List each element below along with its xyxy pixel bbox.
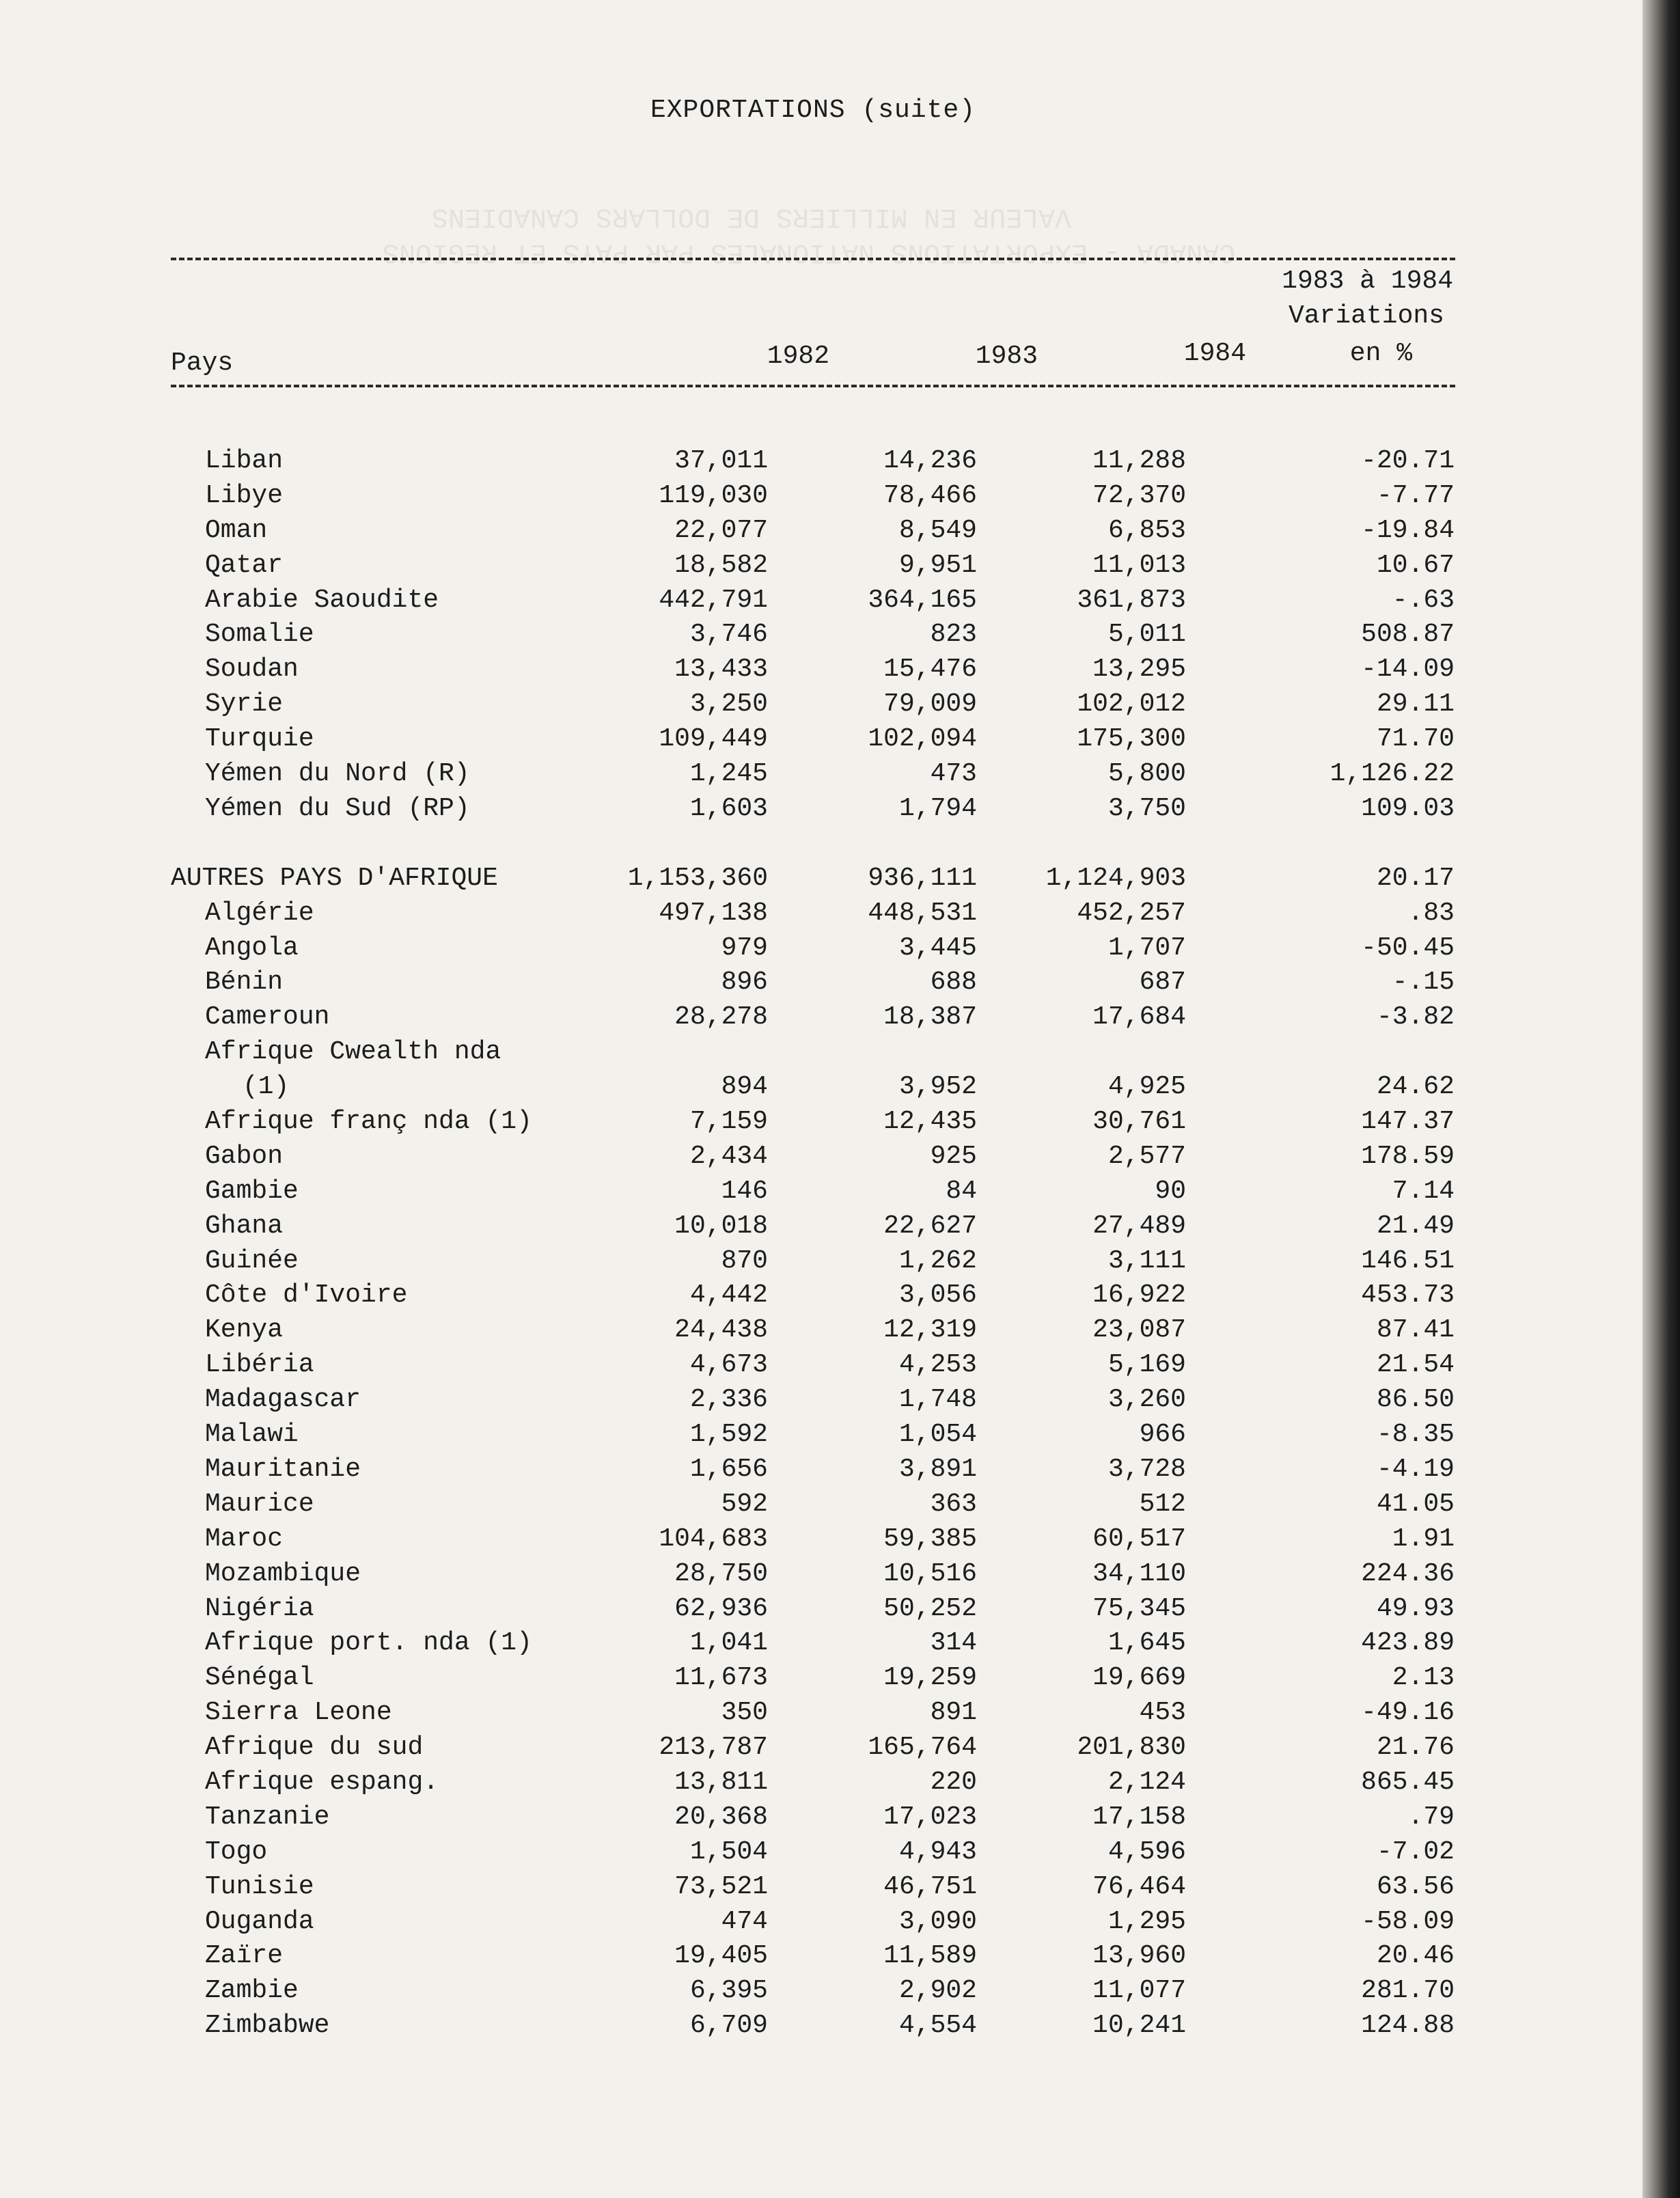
country-name: Mozambique (205, 1558, 361, 1589)
year-1984-header: 1984 (1183, 339, 1246, 368)
value-1983: 688 (930, 967, 977, 998)
country-name: Zimbabwe (205, 2011, 330, 2041)
value-1983: 59,385 (883, 1524, 977, 1554)
value-1982: 894 (721, 1072, 768, 1102)
value-1982: 28,278 (674, 1002, 768, 1032)
value-1984: 6,853 (1107, 515, 1186, 545)
country-name: Maroc (205, 1524, 284, 1554)
value-1983: 1,054 (898, 1420, 977, 1450)
value-1982: 10,018 (674, 1211, 768, 1241)
table-row (171, 514, 1455, 549)
value-1983: 22,627 (883, 1211, 977, 1241)
table-row (171, 1522, 1455, 1557)
table-row (171, 1000, 1455, 1035)
variation-percent: .79 (1407, 1802, 1455, 1832)
value-1984: 17,684 (1092, 1002, 1186, 1032)
value-1983: 3,090 (898, 1906, 977, 1936)
value-1982: 979 (721, 933, 768, 963)
value-1984: 23,087 (1092, 1315, 1186, 1345)
table-row (171, 1487, 1455, 1522)
table-row (171, 687, 1455, 722)
variation-percent: 20.46 (1376, 1941, 1455, 1971)
country-name: Afrique du sud (205, 1733, 424, 1763)
variation-percent: 146.51 (1361, 1246, 1455, 1276)
value-1982: 1,603 (689, 793, 768, 823)
variation-percent: -7.02 (1376, 1837, 1455, 1867)
value-1983: 8,549 (898, 515, 977, 545)
table-row (171, 549, 1455, 583)
table-row (171, 1592, 1455, 1627)
value-1982: 1,656 (689, 1454, 768, 1484)
country-name: Sénégal (205, 1663, 314, 1693)
country-name: Guinée (205, 1246, 299, 1276)
value-1982: 146 (721, 1176, 768, 1206)
value-1982: 24,438 (674, 1315, 768, 1345)
table-row (171, 1557, 1455, 1592)
country-name: Zambie (205, 1976, 299, 2006)
value-1982: 1,245 (689, 759, 768, 789)
table-row (171, 1800, 1455, 1835)
table-row (171, 792, 1455, 827)
value-1984: 11,013 (1092, 550, 1186, 580)
value-1984: 3,111 (1107, 1246, 1186, 1276)
country-name: Ouganda (205, 1906, 314, 1936)
value-1984: 361,873 (1077, 585, 1186, 615)
value-1983: 78,466 (883, 480, 977, 510)
variation-percent: 453.73 (1361, 1280, 1455, 1310)
value-1984: 13,295 (1092, 655, 1186, 685)
variation-percent: -8.35 (1376, 1420, 1455, 1450)
value-1984: 3,728 (1107, 1454, 1186, 1484)
value-1982: 19,405 (674, 1941, 768, 1971)
value-1982: 213,787 (659, 1733, 768, 1763)
country-name: Turquie (205, 724, 314, 754)
value-1982: 1,041 (689, 1628, 768, 1658)
page-edge-shadow (1642, 0, 1680, 2198)
table-row (171, 1244, 1455, 1279)
value-1983: 12,435 (883, 1107, 977, 1137)
value-1983: 165,764 (868, 1733, 977, 1763)
value-1983: 1,262 (898, 1246, 977, 1276)
table-row (171, 1835, 1455, 1870)
value-1982: 73,521 (674, 1871, 768, 1901)
table-row (171, 652, 1455, 687)
value-1982: 4,442 (689, 1280, 768, 1310)
country-name: Tanzanie (205, 1802, 330, 1832)
variation-percent: 86.50 (1376, 1385, 1455, 1415)
country-name: Togo (205, 1837, 268, 1867)
value-1982: 1,504 (689, 1837, 768, 1867)
table-row (171, 1035, 1455, 1070)
value-1983: 448,531 (868, 898, 977, 928)
variation-percent: 49.93 (1376, 1593, 1455, 1623)
value-1984: 201,830 (1077, 1733, 1186, 1763)
value-1984: 75,345 (1092, 1593, 1186, 1623)
table-row (171, 1939, 1455, 1974)
table-row (171, 1766, 1455, 1800)
page-title: EXPORTATIONS (suite) (650, 96, 976, 125)
value-1984: 1,645 (1107, 1628, 1186, 1658)
value-1983: 18,387 (883, 1002, 977, 1032)
country-name: Yémen du Sud (RP) (205, 793, 470, 823)
value-1982: 592 (721, 1489, 768, 1519)
value-1983: 15,476 (883, 655, 977, 685)
country-name: Qatar (205, 550, 284, 580)
value-1984: 2,577 (1107, 1141, 1186, 1171)
value-1984: 5,169 (1107, 1350, 1186, 1380)
country-name: Afrique Cwealth nda (205, 1037, 501, 1067)
value-1982: 442,791 (659, 585, 768, 615)
value-1983: 79,009 (883, 689, 977, 719)
value-1983: 50,252 (883, 1593, 977, 1623)
country-name: Ghana (205, 1211, 284, 1241)
table-row (171, 2009, 1455, 2044)
value-1982: 1,592 (689, 1420, 768, 1450)
value-1984: 34,110 (1092, 1558, 1186, 1589)
table-row (171, 965, 1455, 1000)
value-1983: 3,056 (898, 1280, 977, 1310)
variation-percent: -58.09 (1361, 1906, 1455, 1936)
value-1984: 4,925 (1107, 1072, 1186, 1102)
value-1983: 2,902 (898, 1976, 977, 2006)
value-1982: 13,811 (674, 1767, 768, 1797)
value-1982: 119,030 (659, 480, 768, 510)
value-1983: 4,253 (898, 1350, 977, 1380)
variation-percent: 10.67 (1376, 550, 1455, 580)
country-name: Gabon (205, 1141, 284, 1171)
table-row (171, 1905, 1455, 1940)
value-1982: 474 (721, 1906, 768, 1936)
value-1982: 6,709 (689, 2011, 768, 2041)
variation-percent: 63.56 (1376, 1871, 1455, 1901)
value-1984: 72,370 (1092, 480, 1186, 510)
variation-percent: 281.70 (1361, 1976, 1455, 2006)
value-1983: 936,111 (868, 863, 977, 893)
value-1983: 1,748 (898, 1385, 977, 1415)
table-row (171, 1174, 1455, 1209)
table-row (171, 1453, 1455, 1487)
value-1983: 10,516 (883, 1558, 977, 1589)
country-name: Arabie Saoudite (205, 585, 439, 615)
value-1983: 4,943 (898, 1837, 977, 1867)
country-name: Yémen du Nord (R) (205, 759, 470, 789)
variation-percent: -7.77 (1376, 480, 1455, 510)
country-name: Tunisie (205, 1871, 314, 1901)
value-1984: 10,241 (1092, 2011, 1186, 2041)
variation-percent: 21.49 (1376, 1211, 1455, 1241)
variation-percent: 124.88 (1361, 2011, 1455, 2041)
variation-percent: 147.37 (1361, 1107, 1455, 1137)
variation-percent: 24.62 (1376, 1072, 1455, 1102)
value-1983: 363 (930, 1489, 977, 1519)
variation-percent: -20.71 (1361, 446, 1455, 476)
value-1982: 3,250 (689, 689, 768, 719)
country-name: Soudan (205, 655, 299, 685)
value-1984: 16,922 (1092, 1280, 1186, 1310)
variation-percent: 1.91 (1392, 1524, 1455, 1554)
value-1984: 452,257 (1077, 898, 1186, 928)
value-1982: 20,368 (674, 1802, 768, 1832)
variation-header-line2: Variations (1288, 301, 1444, 331)
value-1982: 6,395 (689, 1976, 768, 2006)
variation-percent: 178.59 (1361, 1141, 1455, 1171)
value-1984: 453 (1139, 1698, 1186, 1728)
value-1984: 4,596 (1107, 1837, 1186, 1867)
table-row (171, 1070, 1455, 1105)
value-1982: 62,936 (674, 1593, 768, 1623)
africa-group-b (171, 1105, 1455, 2044)
table-row (171, 1105, 1455, 1140)
value-1983: 364,165 (868, 585, 977, 615)
table-row (171, 1140, 1455, 1174)
exports-table (171, 444, 1455, 2044)
value-1983: 17,023 (883, 1802, 977, 1832)
variation-percent: .83 (1407, 898, 1455, 928)
value-1983: 11,589 (883, 1941, 977, 1971)
table-row (171, 1731, 1455, 1766)
table-row (171, 1696, 1455, 1731)
country-name: Afrique espang. (205, 1767, 439, 1797)
variation-percent: 71.70 (1376, 724, 1455, 754)
value-1984: 5,800 (1107, 759, 1186, 789)
value-1983: 4,554 (898, 2011, 977, 2041)
table-row (171, 444, 1455, 479)
table-row (171, 1209, 1455, 1244)
value-1983: 314 (930, 1628, 977, 1658)
africa-group-a (171, 896, 1455, 1036)
variation-percent: 423.89 (1361, 1628, 1455, 1658)
country-name: Malawi (205, 1420, 299, 1450)
variation-percent: 29.11 (1376, 689, 1455, 719)
table-row (171, 618, 1455, 652)
value-1982: 22,077 (674, 515, 768, 545)
variation-percent: -19.84 (1361, 515, 1455, 545)
variation-percent: -.15 (1392, 967, 1455, 998)
region-name: AUTRES PAYS D'AFRIQUE (171, 863, 498, 893)
country-name: Libéria (205, 1350, 314, 1380)
variation-percent: 109.03 (1361, 793, 1455, 823)
year-1983-header: 1983 (975, 342, 1038, 371)
value-1982: 2,336 (689, 1385, 768, 1415)
value-1984: 19,669 (1092, 1663, 1186, 1693)
variation-percent: -49.16 (1361, 1698, 1455, 1728)
value-1982: 11,673 (674, 1663, 768, 1693)
variation-percent: 7.14 (1392, 1176, 1455, 1206)
table-row (171, 1870, 1455, 1905)
value-1983: 84 (946, 1176, 977, 1206)
table-row (171, 1348, 1455, 1383)
value-1984: 2,124 (1107, 1767, 1186, 1797)
value-1982: 7,159 (689, 1107, 768, 1137)
country-name: Bénin (205, 967, 284, 998)
country-name: Afrique franç nda (1) (205, 1107, 532, 1137)
value-1983: 925 (930, 1141, 977, 1171)
country-name: Liban (205, 446, 284, 476)
table-row (171, 1626, 1455, 1661)
value-1982: 1,153,360 (627, 863, 768, 893)
table-row (171, 1974, 1455, 2009)
value-1982: 3,746 (689, 620, 768, 650)
country-name: Libye (205, 480, 284, 510)
value-1982: 37,011 (674, 446, 768, 476)
variation-percent: 865.45 (1361, 1767, 1455, 1797)
variation-header-line3: en % (1349, 339, 1412, 368)
value-1982: 497,138 (659, 898, 768, 928)
table-row (171, 1383, 1455, 1418)
variation-percent: 1,126.22 (1330, 759, 1455, 789)
value-1982: 896 (721, 967, 768, 998)
value-1983: 19,259 (883, 1663, 977, 1693)
region-total-row (171, 862, 1455, 896)
variation-percent: -.63 (1392, 585, 1455, 615)
variation-percent: -14.09 (1361, 655, 1455, 685)
table-row (171, 722, 1455, 757)
group-spacer (171, 827, 1455, 862)
value-1984: 60,517 (1092, 1524, 1186, 1554)
table-row (171, 479, 1455, 514)
value-1984: 3,260 (1107, 1385, 1186, 1415)
value-1983: 891 (930, 1698, 977, 1728)
country-name: Nigéria (205, 1593, 314, 1623)
value-1983: 12,319 (883, 1315, 977, 1345)
value-1982: 104,683 (659, 1524, 768, 1554)
table-row (171, 896, 1455, 931)
value-1982: 13,433 (674, 655, 768, 685)
country-name-continuation: (1) (243, 1072, 290, 1102)
variation-percent: 87.41 (1376, 1315, 1455, 1345)
variation-percent: 508.87 (1361, 620, 1455, 650)
variation-percent: 2.13 (1392, 1663, 1455, 1693)
country-name: Mauritanie (205, 1454, 361, 1484)
value-1982: 870 (721, 1246, 768, 1276)
table-row (171, 931, 1455, 966)
variation-percent: 224.36 (1361, 1558, 1455, 1589)
table-row (171, 1418, 1455, 1453)
value-1984: 30,761 (1092, 1107, 1186, 1137)
value-1983: 3,891 (898, 1454, 977, 1484)
value-1982: 109,449 (659, 724, 768, 754)
value-1984: 27,489 (1092, 1211, 1186, 1241)
value-1984: 76,464 (1092, 1871, 1186, 1901)
table-row (171, 1313, 1455, 1348)
header-top-rule (171, 258, 1455, 260)
variation-percent: 21.76 (1376, 1733, 1455, 1763)
country-name: Cameroun (205, 1002, 330, 1032)
value-1984: 13,960 (1092, 1941, 1186, 1971)
variation-percent: -3.82 (1376, 1002, 1455, 1032)
value-1984: 1,124,903 (1045, 863, 1186, 893)
country-name: Sierra Leone (205, 1698, 392, 1728)
value-1984: 11,288 (1092, 446, 1186, 476)
country-name: Afrique port. nda (1) (205, 1628, 532, 1658)
variation-percent: 20.17 (1376, 863, 1455, 893)
value-1984: 5,011 (1107, 620, 1186, 650)
variation-percent: -4.19 (1376, 1454, 1455, 1484)
header-bottom-rule (171, 385, 1455, 387)
country-name: Gambie (205, 1176, 299, 1206)
value-1983: 3,952 (898, 1072, 977, 1102)
country-name: Somalie (205, 620, 314, 650)
table-row (171, 1278, 1455, 1313)
country-name: Côte d'Ivoire (205, 1280, 408, 1310)
value-1983: 473 (930, 759, 977, 789)
variation-percent: 21.54 (1376, 1350, 1455, 1380)
country-name: Zaïre (205, 1941, 284, 1971)
value-1984: 90 (1155, 1176, 1186, 1206)
value-1983: 220 (930, 1767, 977, 1797)
value-1984: 17,158 (1092, 1802, 1186, 1832)
value-1983: 3,445 (898, 933, 977, 963)
country-name: Angola (205, 933, 299, 963)
value-1983: 14,236 (883, 446, 977, 476)
middle-east-group (171, 444, 1455, 827)
country-name: Syrie (205, 689, 284, 719)
value-1984: 687 (1139, 967, 1186, 998)
value-1982: 2,434 (689, 1141, 768, 1171)
variation-percent: -50.45 (1361, 933, 1455, 963)
value-1983: 102,094 (868, 724, 977, 754)
variation-header-line1: 1983 à 1984 (1282, 266, 1453, 296)
country-name: Maurice (205, 1489, 314, 1519)
country-header: Pays (171, 348, 234, 378)
year-1982-header: 1982 (767, 342, 829, 371)
table-row (171, 583, 1455, 618)
value-1984: 11,077 (1092, 1976, 1186, 2006)
table-row (171, 757, 1455, 792)
country-name: Algérie (205, 898, 314, 928)
value-1983: 46,751 (883, 1871, 977, 1901)
value-1983: 1,794 (898, 793, 977, 823)
value-1984: 175,300 (1077, 724, 1186, 754)
value-1982: 350 (721, 1698, 768, 1728)
value-1984: 1,707 (1107, 933, 1186, 963)
country-name: Oman (205, 515, 268, 545)
value-1984: 102,012 (1077, 689, 1186, 719)
value-1984: 3,750 (1107, 793, 1186, 823)
value-1984: 1,295 (1107, 1906, 1186, 1936)
value-1982: 28,750 (674, 1558, 768, 1589)
value-1984: 512 (1139, 1489, 1186, 1519)
country-name: Kenya (205, 1315, 284, 1345)
value-1983: 823 (930, 620, 977, 650)
value-1982: 18,582 (674, 550, 768, 580)
country-name: Madagascar (205, 1385, 361, 1415)
value-1983: 9,951 (898, 550, 977, 580)
value-1982: 4,673 (689, 1350, 768, 1380)
value-1984: 966 (1139, 1420, 1186, 1450)
table-row (171, 1661, 1455, 1696)
show-through-text: CANADA - EXPORTATIONS NATIONALES PAR PAYS ET REGIONS VALEUR EN MILLIERS DE DOLLARS CANADIENS (383, 201, 1236, 267)
variation-percent: 41.05 (1376, 1489, 1455, 1519)
